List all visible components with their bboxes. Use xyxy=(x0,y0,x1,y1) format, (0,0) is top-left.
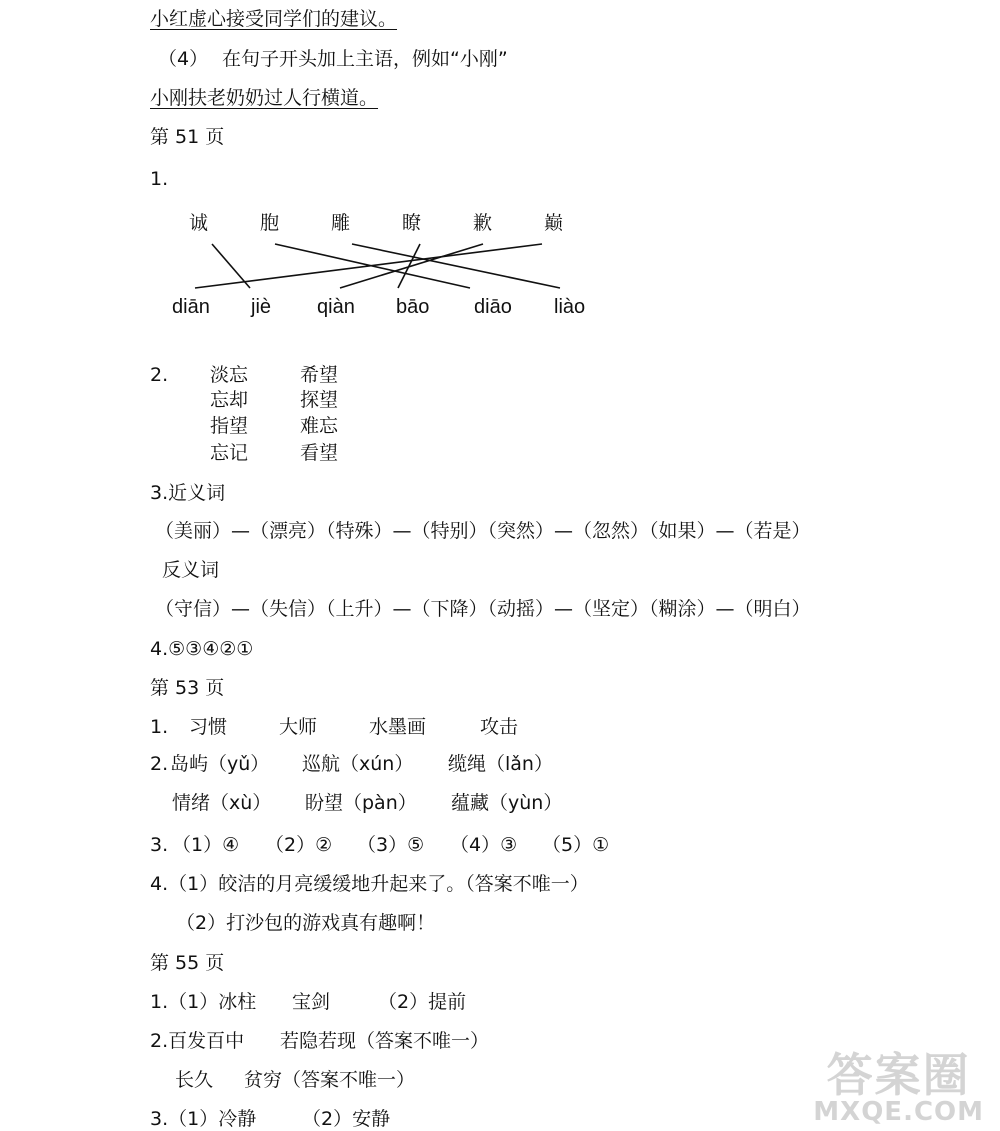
antonym-label: 反义词 xyxy=(162,559,220,581)
choice-answer: （5）① xyxy=(542,834,610,856)
idiom-answer: 若隐若现（答案不唯一） xyxy=(280,1030,490,1052)
instruction-text: 在句子开头加上主语，例如“小刚” xyxy=(222,48,508,70)
match-pinyin: diāo xyxy=(474,296,512,318)
match-char: 诚 xyxy=(189,212,209,234)
word-answer: （2）提前 xyxy=(378,991,467,1013)
word-answer: 1.（1）冰柱 xyxy=(150,991,257,1013)
word-left: 淡忘 xyxy=(210,364,249,386)
word-left: 忘却 xyxy=(210,389,249,411)
pinyin-answer: 缆绳（lǎn） xyxy=(448,753,553,775)
word-left: 忘记 xyxy=(210,442,249,464)
match-line xyxy=(195,244,542,288)
word-left: 指望 xyxy=(210,415,249,437)
match-char: 瞭 xyxy=(402,212,422,234)
sentence-answer: 4.（1）皎洁的月亮缓缓地升起来了。（答案不唯一） xyxy=(150,873,589,895)
item-number: （4） xyxy=(158,48,209,70)
watermark-logo xyxy=(813,1048,984,1128)
question-label: 1. xyxy=(150,168,169,190)
match-pinyin: jiè xyxy=(251,296,272,318)
question-label: 3. xyxy=(150,834,169,856)
page-heading-53: 第 53 页 xyxy=(150,677,225,699)
word-right: 希望 xyxy=(300,364,339,386)
choice-answer: （3）⑤ xyxy=(357,834,425,856)
pinyin-answer: 情绪（xù） xyxy=(172,792,272,814)
match-char: 歉 xyxy=(473,212,493,234)
match-line xyxy=(352,244,560,288)
synonym-label: 3.近义词 xyxy=(150,482,226,504)
question-label: 2. xyxy=(150,364,169,386)
antonym-answer: 长久 xyxy=(175,1069,214,1091)
question-label: 1. xyxy=(150,716,169,738)
word: 攻击 xyxy=(480,716,519,738)
order-answer: 4.⑤③④②① xyxy=(150,638,254,660)
match-pinyin: bāo xyxy=(396,296,430,318)
choice-answer: （4）③ xyxy=(450,834,518,856)
watermark-site: MXQE.COM xyxy=(813,1097,984,1128)
sentence-answer: （2）打沙包的游戏真有趣啊！ xyxy=(176,912,436,934)
word-answer: （2）安静 xyxy=(302,1108,391,1130)
match-pinyin: diān xyxy=(172,296,210,318)
question-label: 2. xyxy=(150,753,169,775)
page-heading-55: 第 55 页 xyxy=(150,952,225,974)
word: 大师 xyxy=(279,716,318,738)
match-char: 胞 xyxy=(260,212,280,234)
match-char: 雕 xyxy=(331,212,351,234)
pinyin-answer: 盼望（pàn） xyxy=(305,792,417,814)
match-line xyxy=(340,244,483,288)
pinyin-answer: 巡航（xún） xyxy=(302,753,414,775)
choice-answer: （1）④ xyxy=(172,834,240,856)
match-char: 巅 xyxy=(544,212,564,234)
pinyin-answer: 岛屿（yǔ） xyxy=(170,753,270,775)
word-right: 探望 xyxy=(300,389,339,411)
pinyin-answer: 蕴藏（yùn） xyxy=(451,792,563,814)
idiom-answer: 2.百发百中 xyxy=(150,1030,245,1052)
match-pinyin: liào xyxy=(554,296,586,318)
antonym-answer: 贫穷（答案不唯一） xyxy=(244,1069,416,1091)
match-pinyin: qiàn xyxy=(317,296,355,318)
word-right: 看望 xyxy=(300,442,339,464)
antonym-answers: （守信）—（失信）（上升）—（下降）（动摇）—（坚定）（糊涂）—（明白） xyxy=(155,598,811,620)
answer-sentence-1: 小红虚心接受同学们的建议。 xyxy=(150,8,398,30)
choice-answer: （2）② xyxy=(265,834,333,856)
word-answer: 宝剑 xyxy=(292,991,331,1013)
watermark-main: 答案圈 xyxy=(826,1048,971,1103)
word-right: 难忘 xyxy=(300,415,339,437)
synonym-answers: （美丽）—（漂亮）（特殊）—（特别）（突然）—（忽然）（如果）—（若是） xyxy=(155,520,811,542)
word: 水墨画 xyxy=(369,716,427,738)
word-answer: 3.（1）冷静 xyxy=(150,1108,257,1130)
answer-sentence-2: 小刚扶老奶奶过人行横道。 xyxy=(150,87,379,109)
word: 习惯 xyxy=(189,716,228,738)
page-heading-51: 第 51 页 xyxy=(150,126,225,148)
